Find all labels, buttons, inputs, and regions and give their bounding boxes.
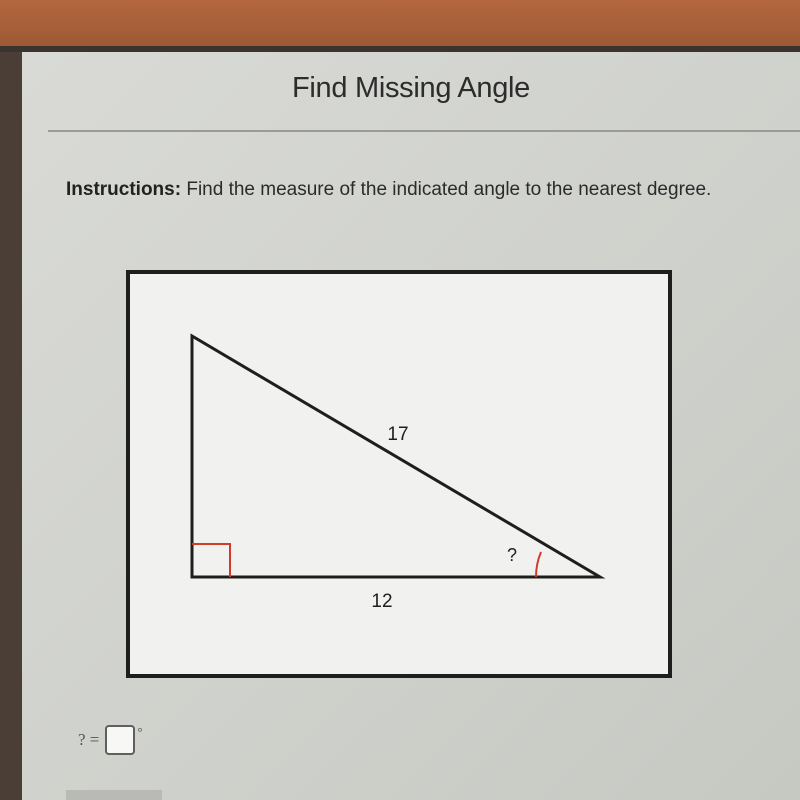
unknown-angle-arc: [536, 552, 541, 577]
triangle-diagram: [130, 274, 668, 674]
right-angle-marker: [192, 544, 230, 577]
question-screen: [22, 52, 800, 800]
right-triangle: [192, 336, 600, 577]
title-divider: [48, 130, 800, 132]
unknown-angle-label: ?: [506, 545, 518, 565]
answer-input[interactable]: [105, 725, 135, 755]
page-title: Find Missing Angle: [292, 72, 530, 104]
device-top-bezel: [0, 0, 800, 46]
instructions-text: Find the measure of the indicated angle to the nearest degree.: [186, 179, 712, 200]
instructions: [66, 174, 746, 205]
answer-prompt: ? =: [78, 730, 100, 749]
triangle-figure: [126, 270, 672, 678]
degree-sign: °: [137, 724, 143, 739]
hypotenuse-label: 17: [387, 424, 409, 445]
bottom-button-edge[interactable]: [66, 790, 162, 800]
answer-row: [78, 722, 143, 758]
base-label: 12: [371, 591, 393, 612]
instructions-label: Instructions:: [66, 179, 182, 200]
